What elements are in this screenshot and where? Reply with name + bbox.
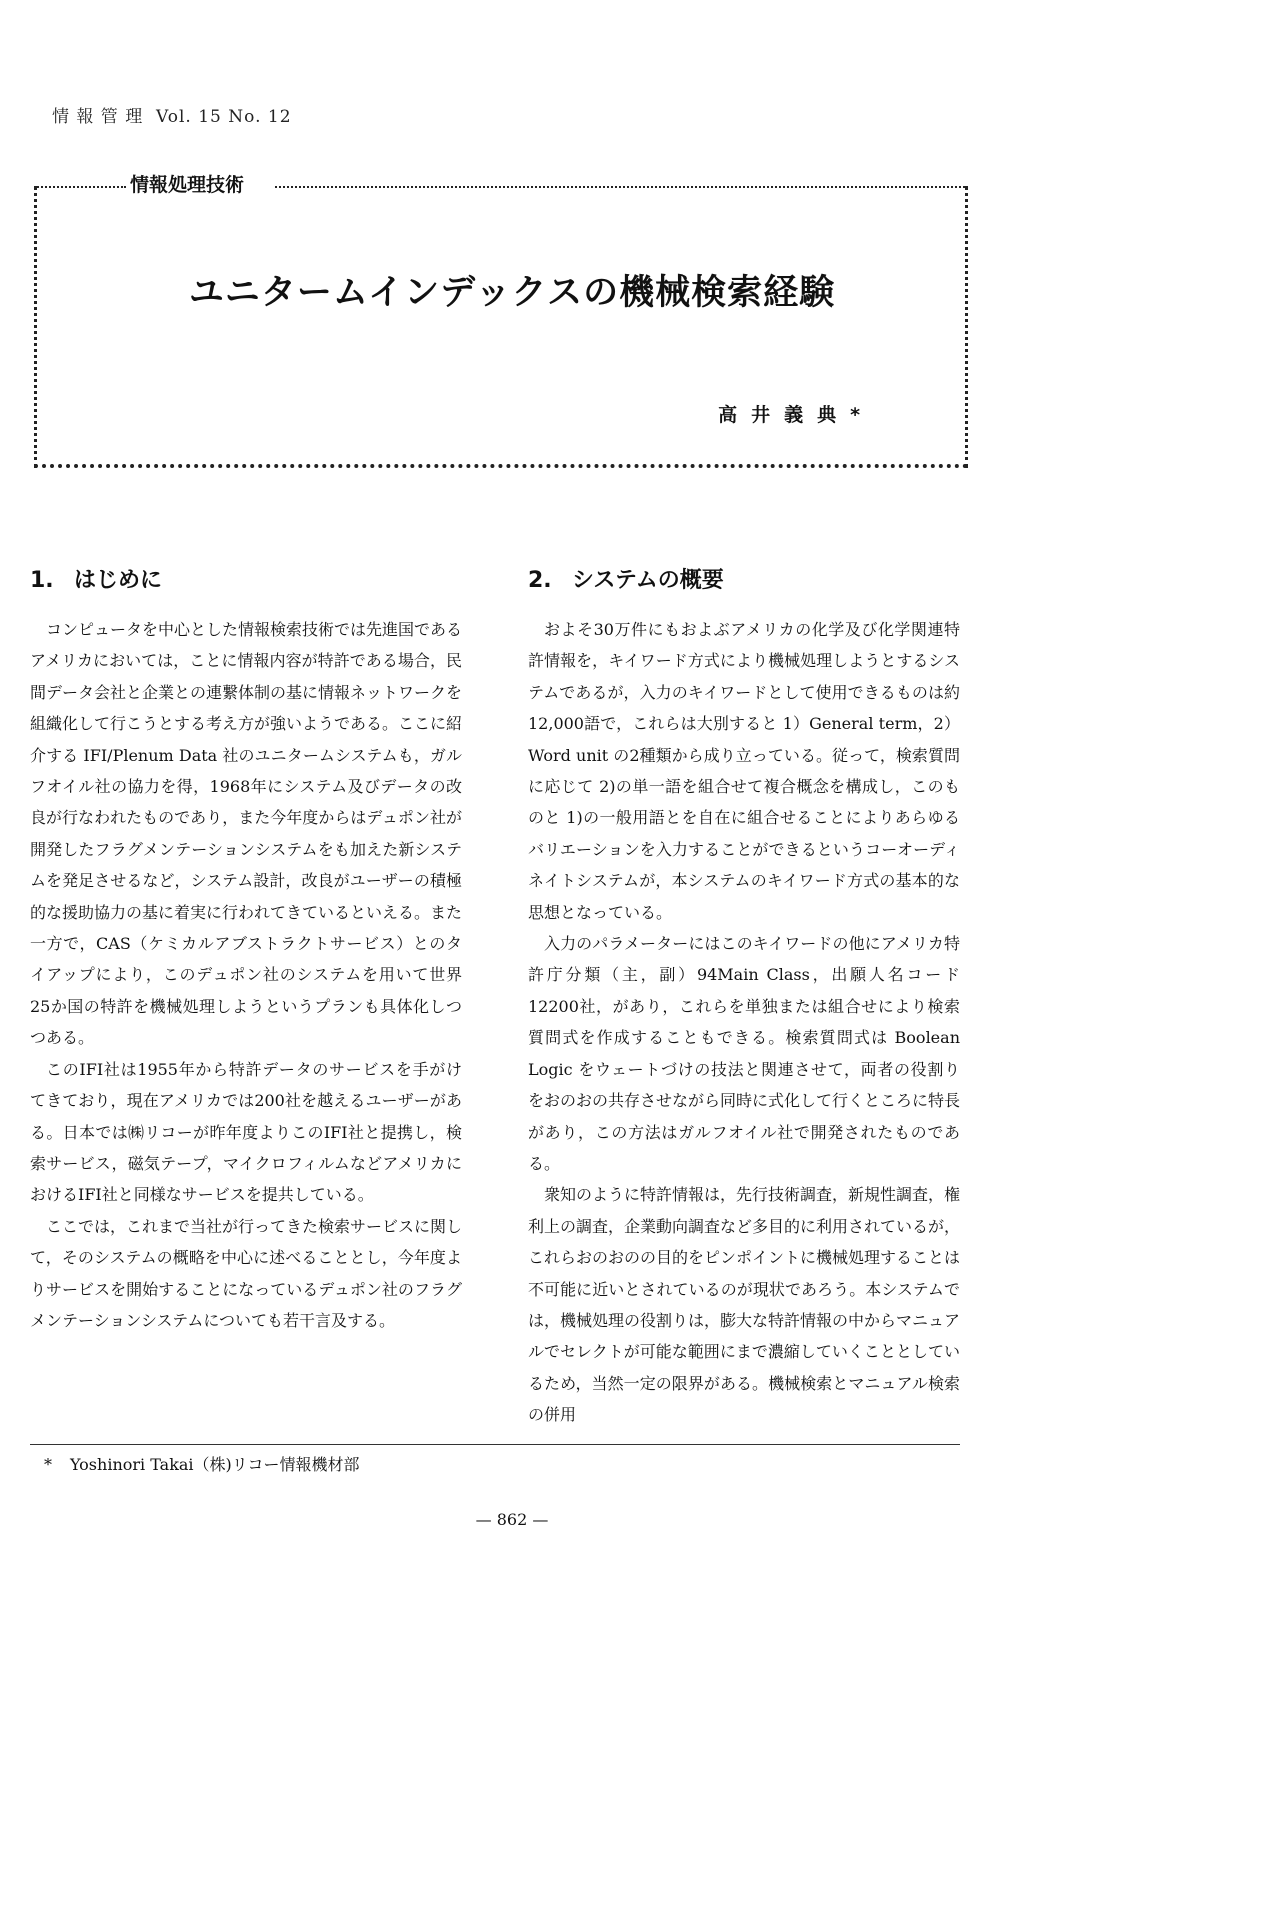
page-number: — 862 — [475,1510,549,1529]
journal-name: 情 報 管 理 [52,107,144,127]
article-title: ユニタームインデックスの機械検索経験 [188,273,836,313]
left-column [30,566,462,1336]
section-heading [528,566,960,596]
journal-header [52,102,292,127]
section-heading [30,566,462,596]
paragraph: このIFI社は1955年から特許データのサービスを手がけてきており，現在アメリカでは200社を越えるユーザーがある。日本では㈱リコーが昨年度よりこのIFI社と提携し，検索サービス，磁気テープ，マイクロフィルムなどアメリカにおけるIFI社と同様なサービスを提共している。 [30,1059,462,1205]
paragraph: およそ30万件にもおよぶアメリカの化学及び化学関連特許情報を，キイワード方式により機械処理しようとするシステムであるが，入力のキイワードとして使用できるものは約12,000語で，これらは大別すると 1）General term，2）Word unit の2種類から成り立っている。従って，検索質問に応じて 2)の単一語を組合せて複合概念を構成し，このものと 1)の一般用語とを自在に組合せることによりあらゆるバリエーションを入力することができるというコーオーディネイトシステムが，本システムのキイワード方式の基本的な思想となっている。 [528,620,960,922]
section-number: 2. [528,568,552,593]
section-number: 1. [30,568,54,593]
paragraph: ここでは，これまで当社が行ってきた検索サービスに関して，そのシステムの概略を中心に述べることとし，今年度よりサービスを開始することになっているデュポン社のフラグメンテーションシステムについても若干言及する。 [30,1216,463,1330]
footnote-rule [30,1444,960,1445]
section-title: はじめに [74,568,163,593]
footnote-text: Yoshinori Takai（株)リコー情報機材部 [70,1455,360,1474]
section-title: システムの概要 [572,568,724,593]
paragraph: 衆知のように特許情報は，先行技術調査，新規性調査，権利上の調査，企業動向調査など多目的に利用されているが，これらおのおのの目的をピンポイントに機械処理することは不可能に近いとされているのが現状であろう。本システムでは，機械処理の役割りは，膨大な特許情報の中からマニュアルでセレクトが可能な範囲にまで濃縮していくこととしているため，当然一定の限界がある。機械検索とマニュアル検索の併用 [528,1185,961,1425]
title-box-top-rule-left [34,186,126,188]
footnote [44,1452,359,1475]
right-column [528,566,960,1431]
article-category: 情報処理技術 [130,174,245,196]
article-author: 高井義典* [718,404,874,426]
paragraph: コンピュータを中心とした情報検索技術では先進国であるアメリカにおいては，ことに情報内容が特許である場合，民間データ会社と企業との連繋体制の基に情報ネットワークを組織化して行こうとする考え方が強いようである。ここに紹介する IFI/Plenum Data 社のユニタームシステムも，ガルフオイル社の協力を得，1968年にシステム及びデータの改良が行なわれたものであり，また今年度からはデュポン社が開発したフラグメンテーションシステムをも加えた新システムを発足させるなど，システム設計，改良がユーザーの積極的な援助協力の基に着実に行われてきているといえる。また一方で，CAS（ケミカルアブストラクトサービス）とのタイアップにより，このデュポン社のシステムを用いて世界25か国の特許を機械処理しようというプランも具体化しつつある。 [30,620,463,1048]
footnote-mark: * [44,1455,52,1474]
title-box-top-rule-right [275,186,965,188]
journal-volume: Vol. 15 No. 12 [156,107,292,127]
paragraph: 入力のパラメーターにはこのキイワードの他にアメリカ特許庁分類（主，副）94Main Class，出願人名コード12200社，があり，これらを単独または組合せにより検索質問式を作成することもできる。検索質問式は Boolean Logic をウェートづけの技法と関連させて，両者の役割りをおのおの共存させながら同時に式化して行くところに特長があり，この方法はガルフオイル社で開発されたものである。 [528,934,961,1173]
